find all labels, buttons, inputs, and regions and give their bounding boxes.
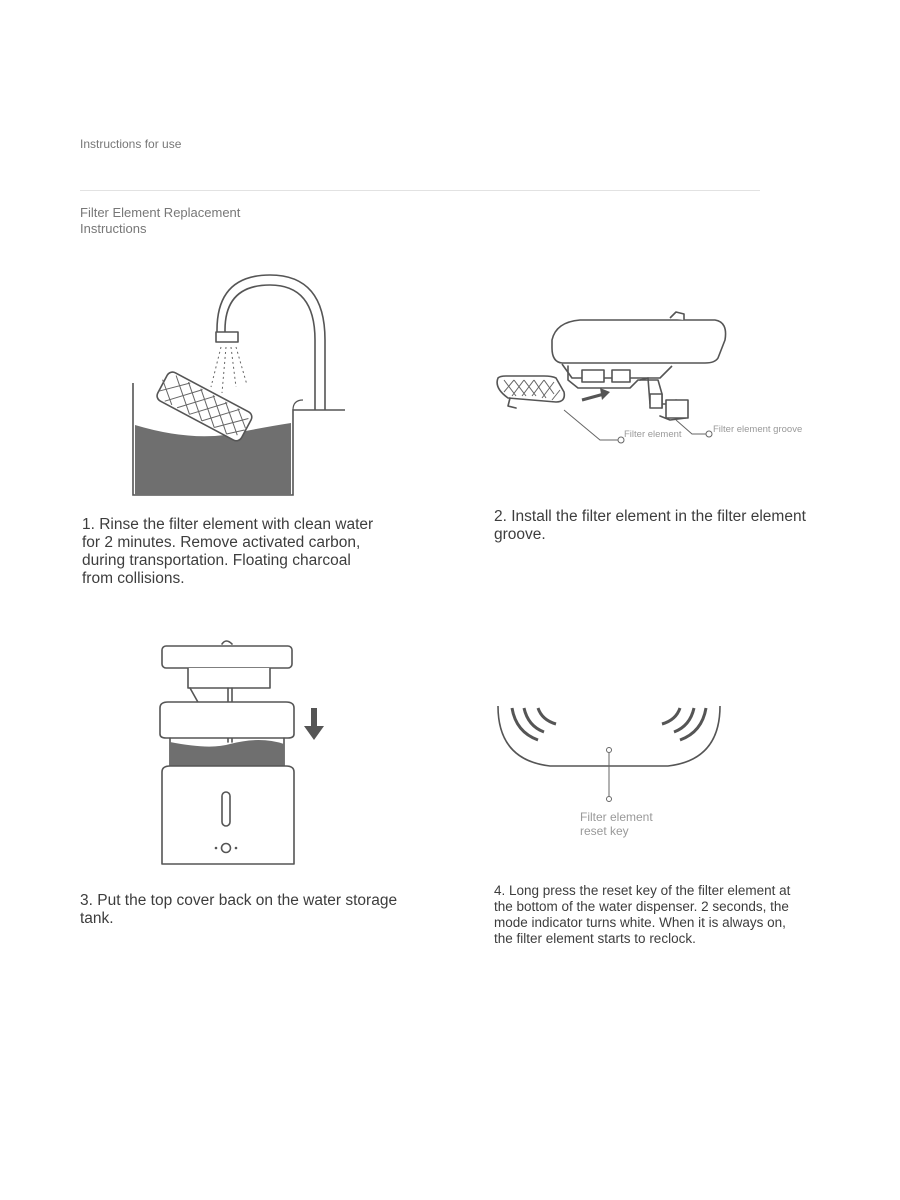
down-arrow-icon bbox=[304, 708, 324, 740]
step-1-text: 1. Rinse the filter element with clean water for 2 minutes. Remove activated carbon, during transportation. Floating charcoal from collisions. bbox=[82, 516, 374, 587]
section-title: Filter Element Replacement Instructions bbox=[80, 205, 241, 236]
faucet-rinse-illustration bbox=[125, 275, 355, 500]
step-3-text: 3. Put the top cover back on the water storage tank. bbox=[80, 892, 398, 927]
callout-filter-element-groove: Filter element groove bbox=[713, 424, 803, 435]
top-cover-illustration bbox=[150, 632, 340, 872]
filter-install-illustration bbox=[490, 308, 803, 468]
header-divider bbox=[80, 190, 760, 191]
callout-filter-element: Filter element bbox=[624, 429, 682, 440]
callout-reset-key: Filter element reset key bbox=[580, 810, 653, 838]
step-4-text: 4. Long press the reset key of the filter element at the bottom of the water dispenser. 2 seconds, the mode indicator turns white. When it is always on, the filter element starts to reclock. bbox=[494, 883, 791, 946]
step-2-text: 2. Install the filter element in the filter element groove. bbox=[494, 508, 806, 543]
header-title: Instructions for use bbox=[80, 137, 182, 151]
